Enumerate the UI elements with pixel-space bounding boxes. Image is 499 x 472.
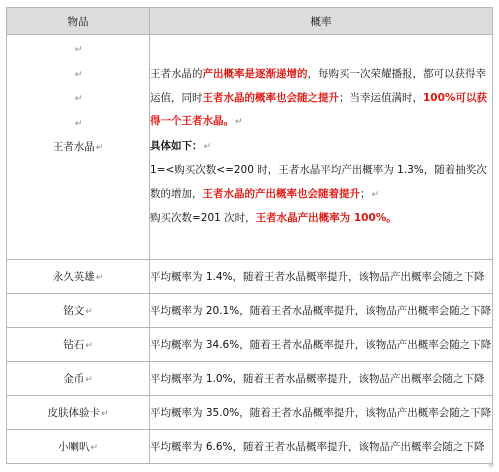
- item-name: 金币: [63, 373, 85, 385]
- paragraph-mark: ↵: [95, 273, 104, 283]
- paragraph-mark: ↵: [74, 94, 83, 104]
- highlight-text: 王者水晶的概率也会随之提升: [202, 91, 339, 104]
- item-name: 钻石: [63, 339, 85, 351]
- paragraph-mark: ↵: [95, 143, 104, 153]
- item-name: 铭文: [63, 305, 85, 317]
- table-row: [7, 396, 493, 430]
- paragraph-mark: ↵: [74, 69, 83, 80]
- cell-desc: 平均概率为 20.1%，随着王者水晶概率提升，该物品产出概率会随之下降: [150, 294, 493, 328]
- header-row: [7, 8, 493, 35]
- table-row: [7, 328, 493, 362]
- text-run: 购买次数=201 次时，: [150, 212, 256, 225]
- cell-item: [7, 362, 150, 396]
- highlight-text: 王者水晶产出概率为 100%。: [255, 212, 397, 225]
- table-row: [7, 294, 493, 328]
- text-run: 1=<购买次数<=200 时，王者水晶平均产出概率为 1.3%，随着抽奖次数的增加，: [150, 164, 487, 200]
- paragraph-mark: ↵: [235, 117, 243, 128]
- cell-item-main: [7, 35, 150, 260]
- paragraph-4: [150, 207, 492, 231]
- paragraph-mark: ↵: [100, 409, 109, 419]
- paragraph-mark: ↵: [85, 375, 93, 385]
- table-row: [7, 430, 493, 464]
- cell-desc: 平均概率为 35.0%，随着王者水晶概率提升，该物品产出概率会随之下降: [150, 396, 493, 430]
- paragraph-mark: ↵: [85, 307, 93, 317]
- cell-item: [7, 328, 150, 362]
- table-row: [7, 362, 493, 396]
- item-name-main: 王者水晶: [52, 141, 95, 153]
- text-run: 王者水晶的: [150, 68, 203, 81]
- paragraph-mark: ↵: [203, 141, 212, 152]
- cell-item: [7, 260, 150, 294]
- item-name: 皮肤体验卡: [47, 407, 100, 419]
- text-run: ；当幸运值满时，: [339, 91, 423, 104]
- text-run: ，每购买一次荣耀播报，都可以获得幸运值，同时: [150, 68, 486, 104]
- table-row: [7, 260, 493, 294]
- highlight-text: 产出概率是逐渐递增的: [202, 68, 308, 81]
- paragraph-mark: ↵: [90, 443, 99, 453]
- cell-desc: 平均概率为 6.6%，随着王者水晶概率提升，该物品产出概率会随之下降: [150, 430, 493, 464]
- paragraph-mark: ↵: [74, 118, 83, 129]
- paragraph-mark: ↵: [371, 189, 380, 200]
- text-run: 具体如下：: [150, 139, 203, 152]
- highlight-text: 100%可以获得一个王者水晶。: [150, 91, 487, 128]
- cell-item: [7, 430, 150, 464]
- paragraph-mark: ↵: [85, 341, 93, 351]
- header-item: 物品: [7, 8, 150, 35]
- header-rate: 概率: [150, 8, 493, 35]
- cell-desc: 平均概率为 34.6%，随着王者水晶概率提升，该物品产出概率会随之下降: [150, 328, 493, 362]
- text-run: ；: [360, 187, 371, 200]
- cell-desc: 平均概率为 1.4%，随着王者水晶概率提升，该物品产出概率会随之下降: [150, 260, 493, 294]
- item-name: 小喇叭: [57, 441, 90, 453]
- item-name: 永久英雄: [52, 271, 95, 283]
- table-row-main: [7, 35, 493, 260]
- cell-item: [7, 396, 150, 430]
- paragraph-2: [150, 135, 492, 160]
- cell-detail-main: [150, 35, 493, 260]
- paragraph-mark: ↵: [74, 45, 83, 55]
- paragraph-3: [150, 159, 492, 207]
- highlight-text: 王者水晶的产出概率也会随着提升: [202, 187, 360, 200]
- probability-table: [6, 7, 493, 464]
- watermark-logo: ◈: [487, 459, 495, 470]
- paragraph-1: [150, 63, 492, 135]
- cell-desc: 平均概率为 1.0%，随着王者水晶概率提升，该物品产出概率会随之下降: [150, 362, 493, 396]
- cell-item: [7, 294, 150, 328]
